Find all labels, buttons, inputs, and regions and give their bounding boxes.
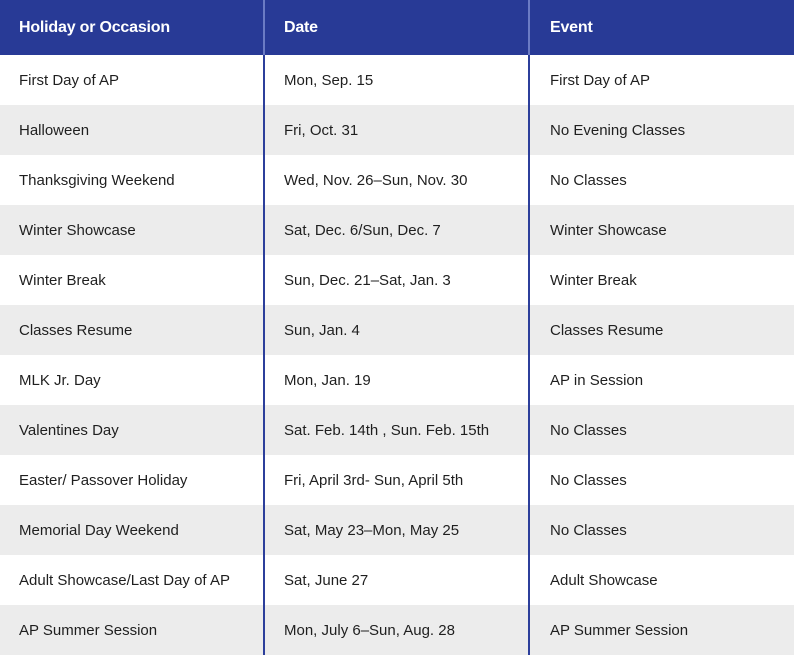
header-divider: [528, 0, 530, 55]
event-cell: No Classes: [529, 155, 794, 205]
event-cell: Winter Showcase: [529, 205, 794, 255]
holiday-cell: AP Summer Session: [0, 605, 264, 655]
date-cell: Fri, April 3rd- Sun, April 5th: [264, 455, 529, 505]
date-cell: Sat. Feb. 14th , Sun. Feb. 15th: [264, 405, 529, 455]
header-holiday: Holiday or Occasion: [0, 0, 264, 55]
holiday-cell: Valentines Day: [0, 405, 264, 455]
date-cell: Mon, July 6–Sun, Aug. 28: [264, 605, 529, 655]
holiday-cell: Winter Showcase: [0, 205, 264, 255]
holiday-cell: Memorial Day Weekend: [0, 505, 264, 555]
date-cell: Sat, May 23–Mon, May 25: [264, 505, 529, 555]
event-cell: Adult Showcase: [529, 555, 794, 605]
holiday-cell: Winter Break: [0, 255, 264, 305]
column-divider: [263, 0, 265, 655]
event-cell: No Classes: [529, 505, 794, 555]
date-cell: Mon, Sep. 15: [264, 55, 529, 105]
header-divider: [263, 0, 265, 55]
date-cell: Sat, June 27: [264, 555, 529, 605]
event-cell: No Classes: [529, 405, 794, 455]
date-cell: Wed, Nov. 26–Sun, Nov. 30: [264, 155, 529, 205]
event-cell: AP Summer Session: [529, 605, 794, 655]
column-divider: [528, 0, 530, 655]
holiday-cell: Easter/ Passover Holiday: [0, 455, 264, 505]
header-event: Event: [529, 0, 794, 55]
date-cell: Mon, Jan. 19: [264, 355, 529, 405]
event-cell: AP in Session: [529, 355, 794, 405]
holiday-cell: Classes Resume: [0, 305, 264, 355]
date-cell: Sun, Dec. 21–Sat, Jan. 3: [264, 255, 529, 305]
event-cell: Classes Resume: [529, 305, 794, 355]
holiday-cell: First Day of AP: [0, 55, 264, 105]
event-cell: No Evening Classes: [529, 105, 794, 155]
holiday-cell: Adult Showcase/Last Day of AP: [0, 555, 264, 605]
header-date: Date: [264, 0, 529, 55]
date-cell: Sun, Jan. 4: [264, 305, 529, 355]
holiday-cell: MLK Jr. Day: [0, 355, 264, 405]
event-cell: Winter Break: [529, 255, 794, 305]
holiday-cell: Halloween: [0, 105, 264, 155]
event-cell: First Day of AP: [529, 55, 794, 105]
event-cell: No Classes: [529, 455, 794, 505]
holiday-cell: Thanksgiving Weekend: [0, 155, 264, 205]
date-cell: Sat, Dec. 6/Sun, Dec. 7: [264, 205, 529, 255]
date-cell: Fri, Oct. 31: [264, 105, 529, 155]
